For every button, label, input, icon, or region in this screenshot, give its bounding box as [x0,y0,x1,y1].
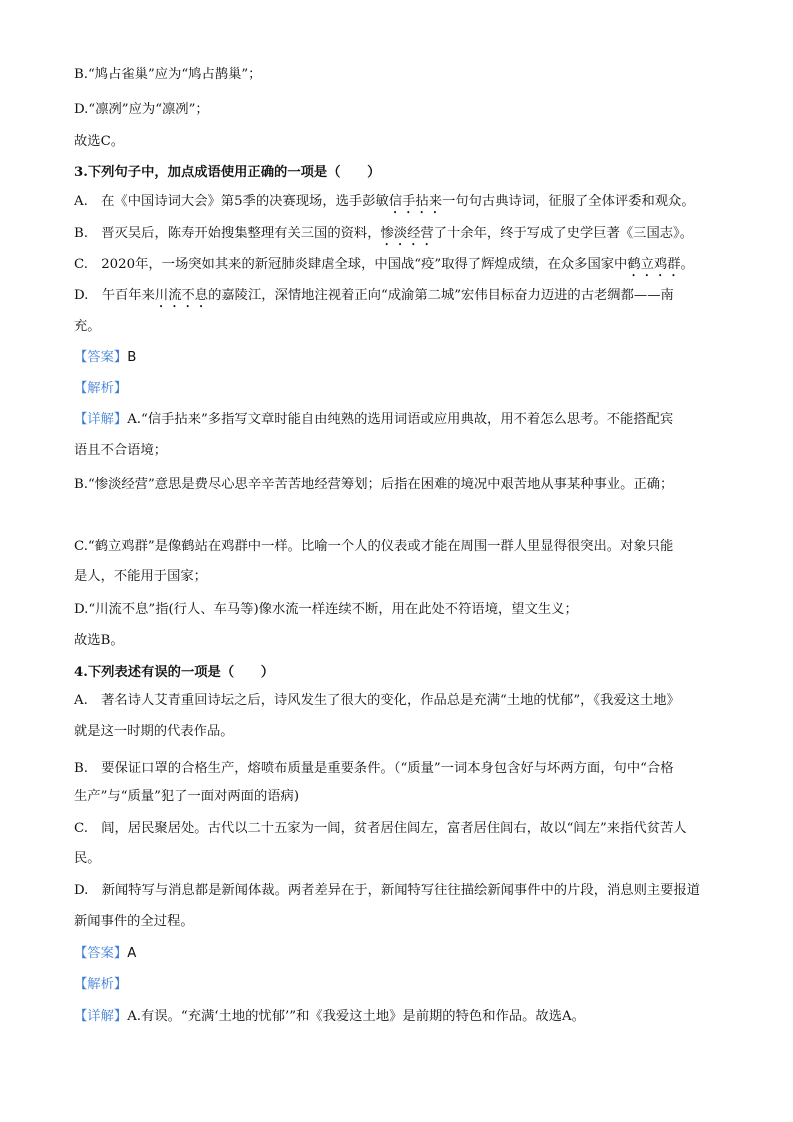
text-line: 故选C。 [74,134,125,149]
dotted-idiom: 信手拈来 [388,194,443,209]
text-line: C. 闾，居民聚居处。古代以二十五家为一闾，贫者居住闾左，富者居住闾右，故以“闾左”来指代贫苦人 [74,821,687,836]
dotted-idiom: 鹤立鸡群 [627,257,681,272]
answer-label: 【答案】B [74,350,137,365]
analysis-label: 【解析】 [74,381,128,396]
text-line: 语且不合语境； [74,443,168,458]
text-line: 民。 [74,851,101,866]
detail-label: 【详解】 [74,412,128,427]
answer-label: 【答案】A [74,946,137,961]
text-line: D.“川流不息”指(行人、车马等)像水流一样连续不断，用在此处不符语境，望文生义； [74,602,578,617]
text-line: B.“鸠占雀巢”应为“鸠占鹊巢”； [74,67,262,82]
text-line: 就是这一时期的代表作品。 [74,724,234,739]
option-c: C. 2020年，一场突如其来的新冠肺炎肆虐全球，中国战“疫”取得了辉煌成绩，在众多国家中鹤立鸡群。 [74,257,694,272]
question-4-stem: 4.下列表述有误的一项是（ ） [74,665,275,680]
answer-value: B [127,350,137,365]
text-line: 是人，不能用于国家； [74,569,207,584]
question-3-stem: 3.下列句子中，加点成语使用正确的一项是（ ） [74,165,381,180]
answer-value: A [127,946,137,961]
dotted-idiom: 川流不息 [154,288,209,303]
detail-label: 【详解】 [74,1009,128,1024]
detail-line: 【详解】A.有误。“充满‘土地的忧郁’”和《我爱这土地》是前期的特色和作品。故选A。 [74,1009,585,1024]
detail-line: 【详解】A.“信手拈来”多指写文章时能自由纯熟的选用词语或应用典故，用不着怎么思考。不能搭配宾 [74,412,674,427]
dotted-idiom: 惨淡经营 [380,226,434,241]
text-line: D. 新闻特写与消息都是新闻体裁。两者差异在于，新闻特写往往描绘新闻事件中的片段，消息则主要报道 [74,883,701,898]
option-a: A. 在《中国诗词大会》第5季的决赛现场，选手彭敏信手拈来一句句古典诗词，征服了全体评委和观众。 [74,194,695,209]
text-line: B.“惨淡经营”意思是费尽心思辛辛苦苦地经营筹划；后指在困难的境况中艰苦地从事某种事业。正确； [74,477,674,492]
text-line: C.“鹤立鸡群”是像鹤站在鸡群中一样。比喻一个人的仪表或才能在周围一群人里显得很突出。对象只能 [74,539,674,554]
text-line: 生产”与“质量”犯了一面对两面的语病) [74,789,300,804]
analysis-label: 【解析】 [74,977,128,992]
option-b: B. 晋灭吴后，陈寿开始搜集整理有关三国的资料，惨淡经营了十余年，终于写成了史学巨著《三国志》。 [74,226,694,241]
text-line: 充。 [74,319,101,334]
text-line: A. 著名诗人艾青重回诗坛之后，诗风发生了很大的变化，作品总是充满“土地的忧郁”，《我爱这土地》 [74,693,680,708]
option-d: D. 午百年来川流不息的嘉陵江，深情地注视着正向“成渝第二城”宏伟目标奋力迈进的古老绸都——南 [74,288,674,303]
text-line: 故选B。 [74,633,124,648]
text-line: D.“凛冽”应为“凛冽”； [74,102,209,117]
text-line: B. 要保证口罩的合格生产，熔喷布质量是重要条件。（“质量”一词本身包含好与坏两方面，句中“合格 [74,761,674,776]
text-line: 新闻事件的全过程。 [74,914,194,929]
